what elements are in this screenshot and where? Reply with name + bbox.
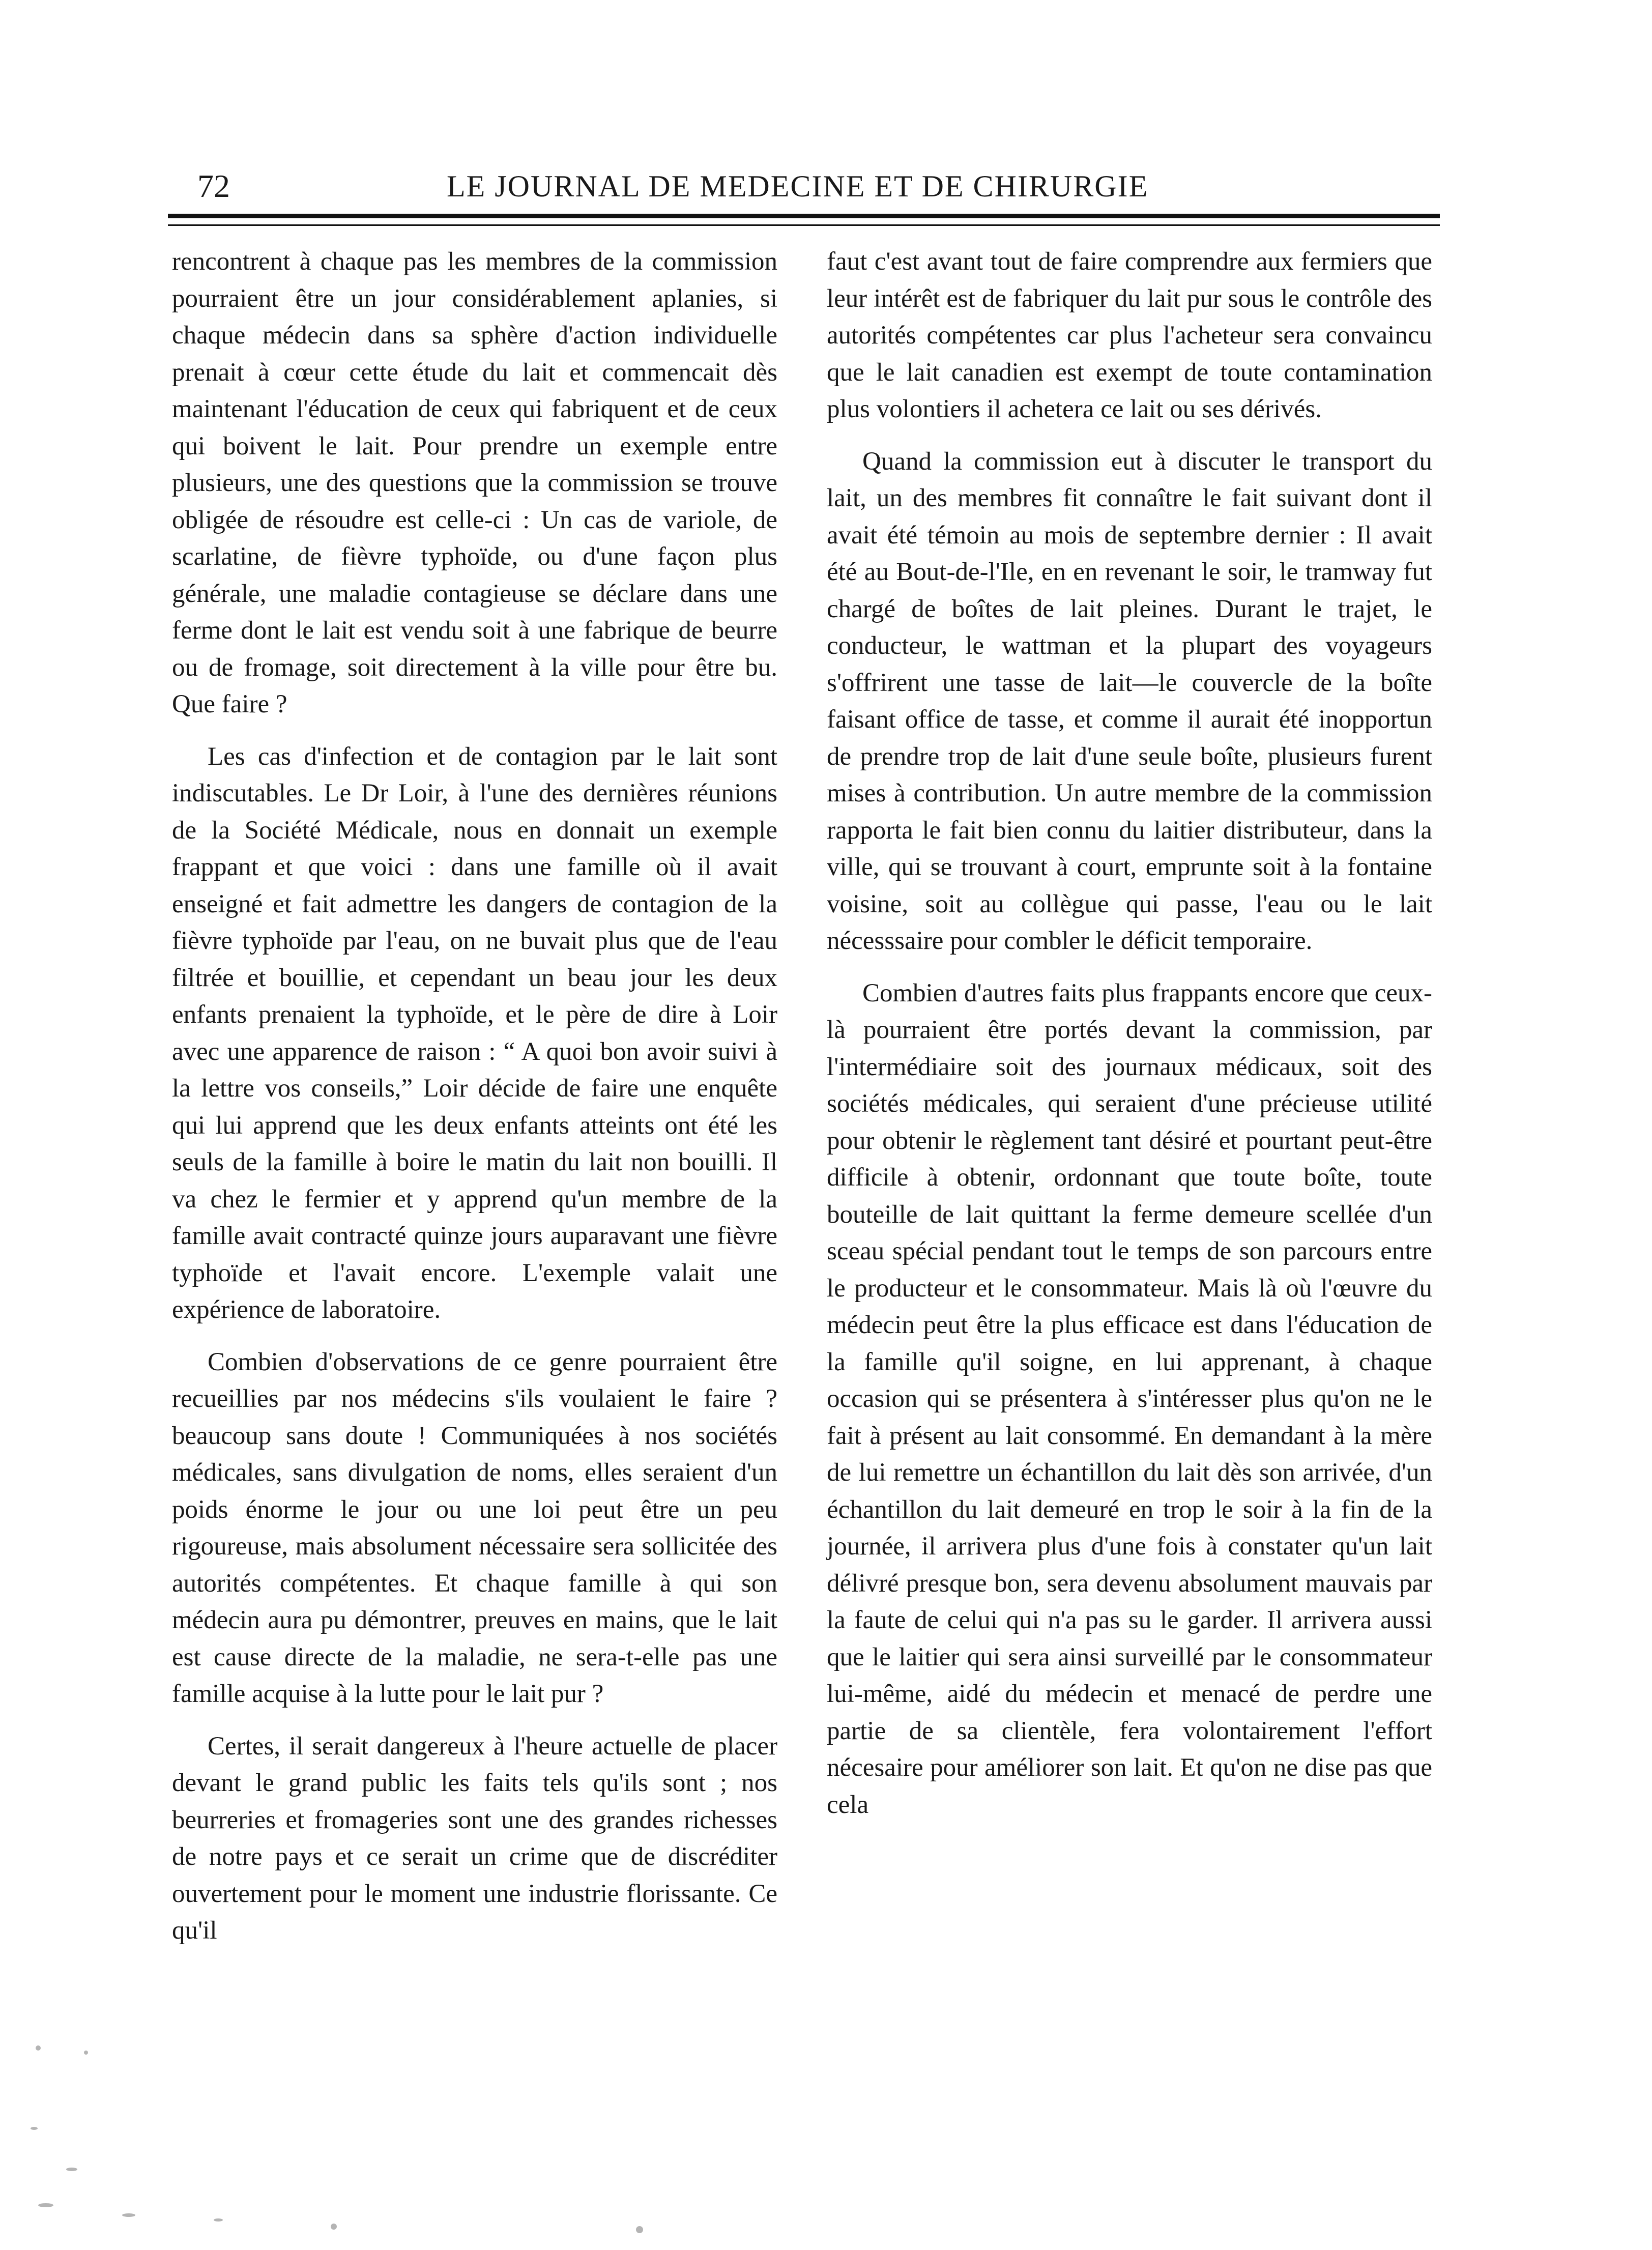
scan-speck — [36, 2045, 41, 2051]
left-column — [172, 243, 777, 1965]
header-rule-thick — [168, 214, 1440, 218]
paragraph: Combien d'observations de ce genre pourraient être recueillies par nos médecins s'ils voulaient le faire ? beaucoup sans doute ! Communiquées à nos sociétés médicales, sans divulgation de noms, elles seraient d'un poids énorme le jour ou une loi peut être un peu rigoureuse, mais absolument nécessaire sera sollicitée des autorités compétentes. Et chaque famille à qui son médecin aura pu démontrer, preuves en mains, que le lait est cause directe de la maladie, ne sera-t-elle pas une famille acquise à la lutte pour le lait pur ? — [172, 1347, 777, 1708]
page-number: 72 — [197, 168, 230, 204]
paragraph: Certes, il serait dangereux à l'heure actuelle de placer devant le grand public les faits tels qu'ils sont ; nos beurreries et fromageries sont une des grandes richesses de notre pays et ce serait un crime que de discréditer ouvertement pour le moment une industrie florissante. Ce qu'il — [172, 1732, 777, 1945]
scan-speck — [122, 2213, 135, 2217]
running-title: LE JOURNAL DE MEDECINE ET DE CHIRURGIE — [447, 169, 1149, 203]
page-header — [162, 162, 1440, 208]
scan-speck — [331, 2224, 337, 2230]
scan-speck — [214, 2218, 223, 2222]
paragraph: Les cas d'infection et de contagion par le lait sont indiscutables. Le Dr Loir, à l'une des dernières réunions de la Société Médicale, nous en donnait un exemple frappant et que voici : dans une famille où il avait enseigné et fait admettre les dangers de contagion de la fièvre typhoïde par l'eau, on ne buvait plus que de l'eau filtrée et bouillie, et cependant un beau jour les deux enfants prenaient la typhoïde, et le père de dire à Loir avec une apparence de raison : “ A quoi bon avoir suivi à la lettre vos conseils,” Loir décide de faire une enquête qui lui apprend que les deux enfants atteints ont été les seuls de la famille à boire le matin du lait non bouilli. Il va chez le fermier et y apprend qu'un membre de la famille avait contracté quinze jours auparavant une fièvre typhoïde et l'avait encore. L'exemple valait une expérience de laboratoire. — [172, 742, 777, 1324]
paragraph: Quand la commission eut à discuter le transport du lait, un des membres fit connaître le fait suivant dont il avait été témoin au mois de septembre dernier : Il avait été au Bout-de-l'Ile, en en revenant le soir, le tramway fut chargé de boîtes de lait pleines. Durant le trajet, le conducteur, le wattman et la plupart des voyageurs s'offrirent une tasse de lait—le couvercle de la boîte faisant office de tasse, et comme il aurait été inopportun de prendre trop de lait d'une seule boîte, plusieurs furent mises à contribution. Un autre membre de la commission rapporta le fait bien connu du laitier distributeur, dans la ville, qui se trouvant à court, emprunte soit à la fontaine voisine, soit au collègue qui passe, l'eau ou le lait nécesssaire pour combler le déficit temporaire. — [827, 447, 1432, 955]
right-column — [827, 243, 1432, 1838]
header-rule-thin — [168, 224, 1440, 226]
scan-speck — [636, 2226, 643, 2233]
scan-speck — [31, 2127, 38, 2130]
paragraph: faut c'est avant tout de faire comprendre aux fermiers que leur intérêt est de fabriquer du lait pur sous le contrôle des autorités compétentes car plus l'acheteur sera convaincu que le lait canadien est exempt de toute contamination plus volontiers il achetera ce lait ou ses dérivés. — [827, 247, 1432, 423]
scan-speck — [38, 2203, 53, 2207]
paragraph: Combien d'autres faits plus frappants encore que ceux-là pourraient être portés devant la commission, par l'intermédiaire soit des journaux médicaux, soit des sociétés médicales, qui seraient d'une précieuse utilité pour obtenir le règlement tant désiré et pourtant peut-être difficile à obtenir, ordonnant que toute boîte, toute bouteille de lait quittant la ferme demeure scellée d'un sceau spécial pendant tout le temps de son parcours entre le producteur et le consommateur. Mais là où l'œuvre du médecin peut être la plus efficace est dans l'éducation de la famille qu'il soigne, en lui apprenant, à chaque occasion qui se présentera à s'intéresser plus qu'on ne le fait à présent au lait consommé. En demandant à la mère de lui remettre un échantillon du lait dès son arrivée, d'un échantillon du lait demeuré en trop le soir à la fin de la journée, il arrivera plus d'une fois à constater qu'un lait délivré presque bon, sera devenu absolument mauvais par la faute de celui qui n'a pas su le garder. Il arrivera aussi que le laitier qui sera ainsi surveillé par le consommateur lui-même, aidé du médecin et menacé de perdre une partie de sa clientèle, fera volontairement l'effort nécesaire pour améliorer son lait. Et qu'on ne dise pas que cela — [827, 978, 1432, 1819]
scan-speck — [84, 2051, 88, 2055]
paragraph: rencontrent à chaque pas les membres de la commission pourraient être un jour considérablement aplanies, si chaque médecin dans sa sphère d'action individuelle prenait à cœur cette étude du lait et commencait dès maintenant l'éducation de ceux qui fabriquent et de ceux qui boivent le lait. Pour prendre un exemple entre plusieurs, une des questions que la commission se trouve obligée de résoudre est celle-ci : Un cas de variole, de scarlatine, de fièvre typhoïde, ou d'une façon plus générale, une maladie contagieuse se déclare dans une ferme dont le lait est vendu soit à une fabrique de beurre ou de fromage, soit directement à la ville pour être bu. Que faire ? — [172, 247, 777, 718]
scan-speck — [66, 2168, 77, 2171]
